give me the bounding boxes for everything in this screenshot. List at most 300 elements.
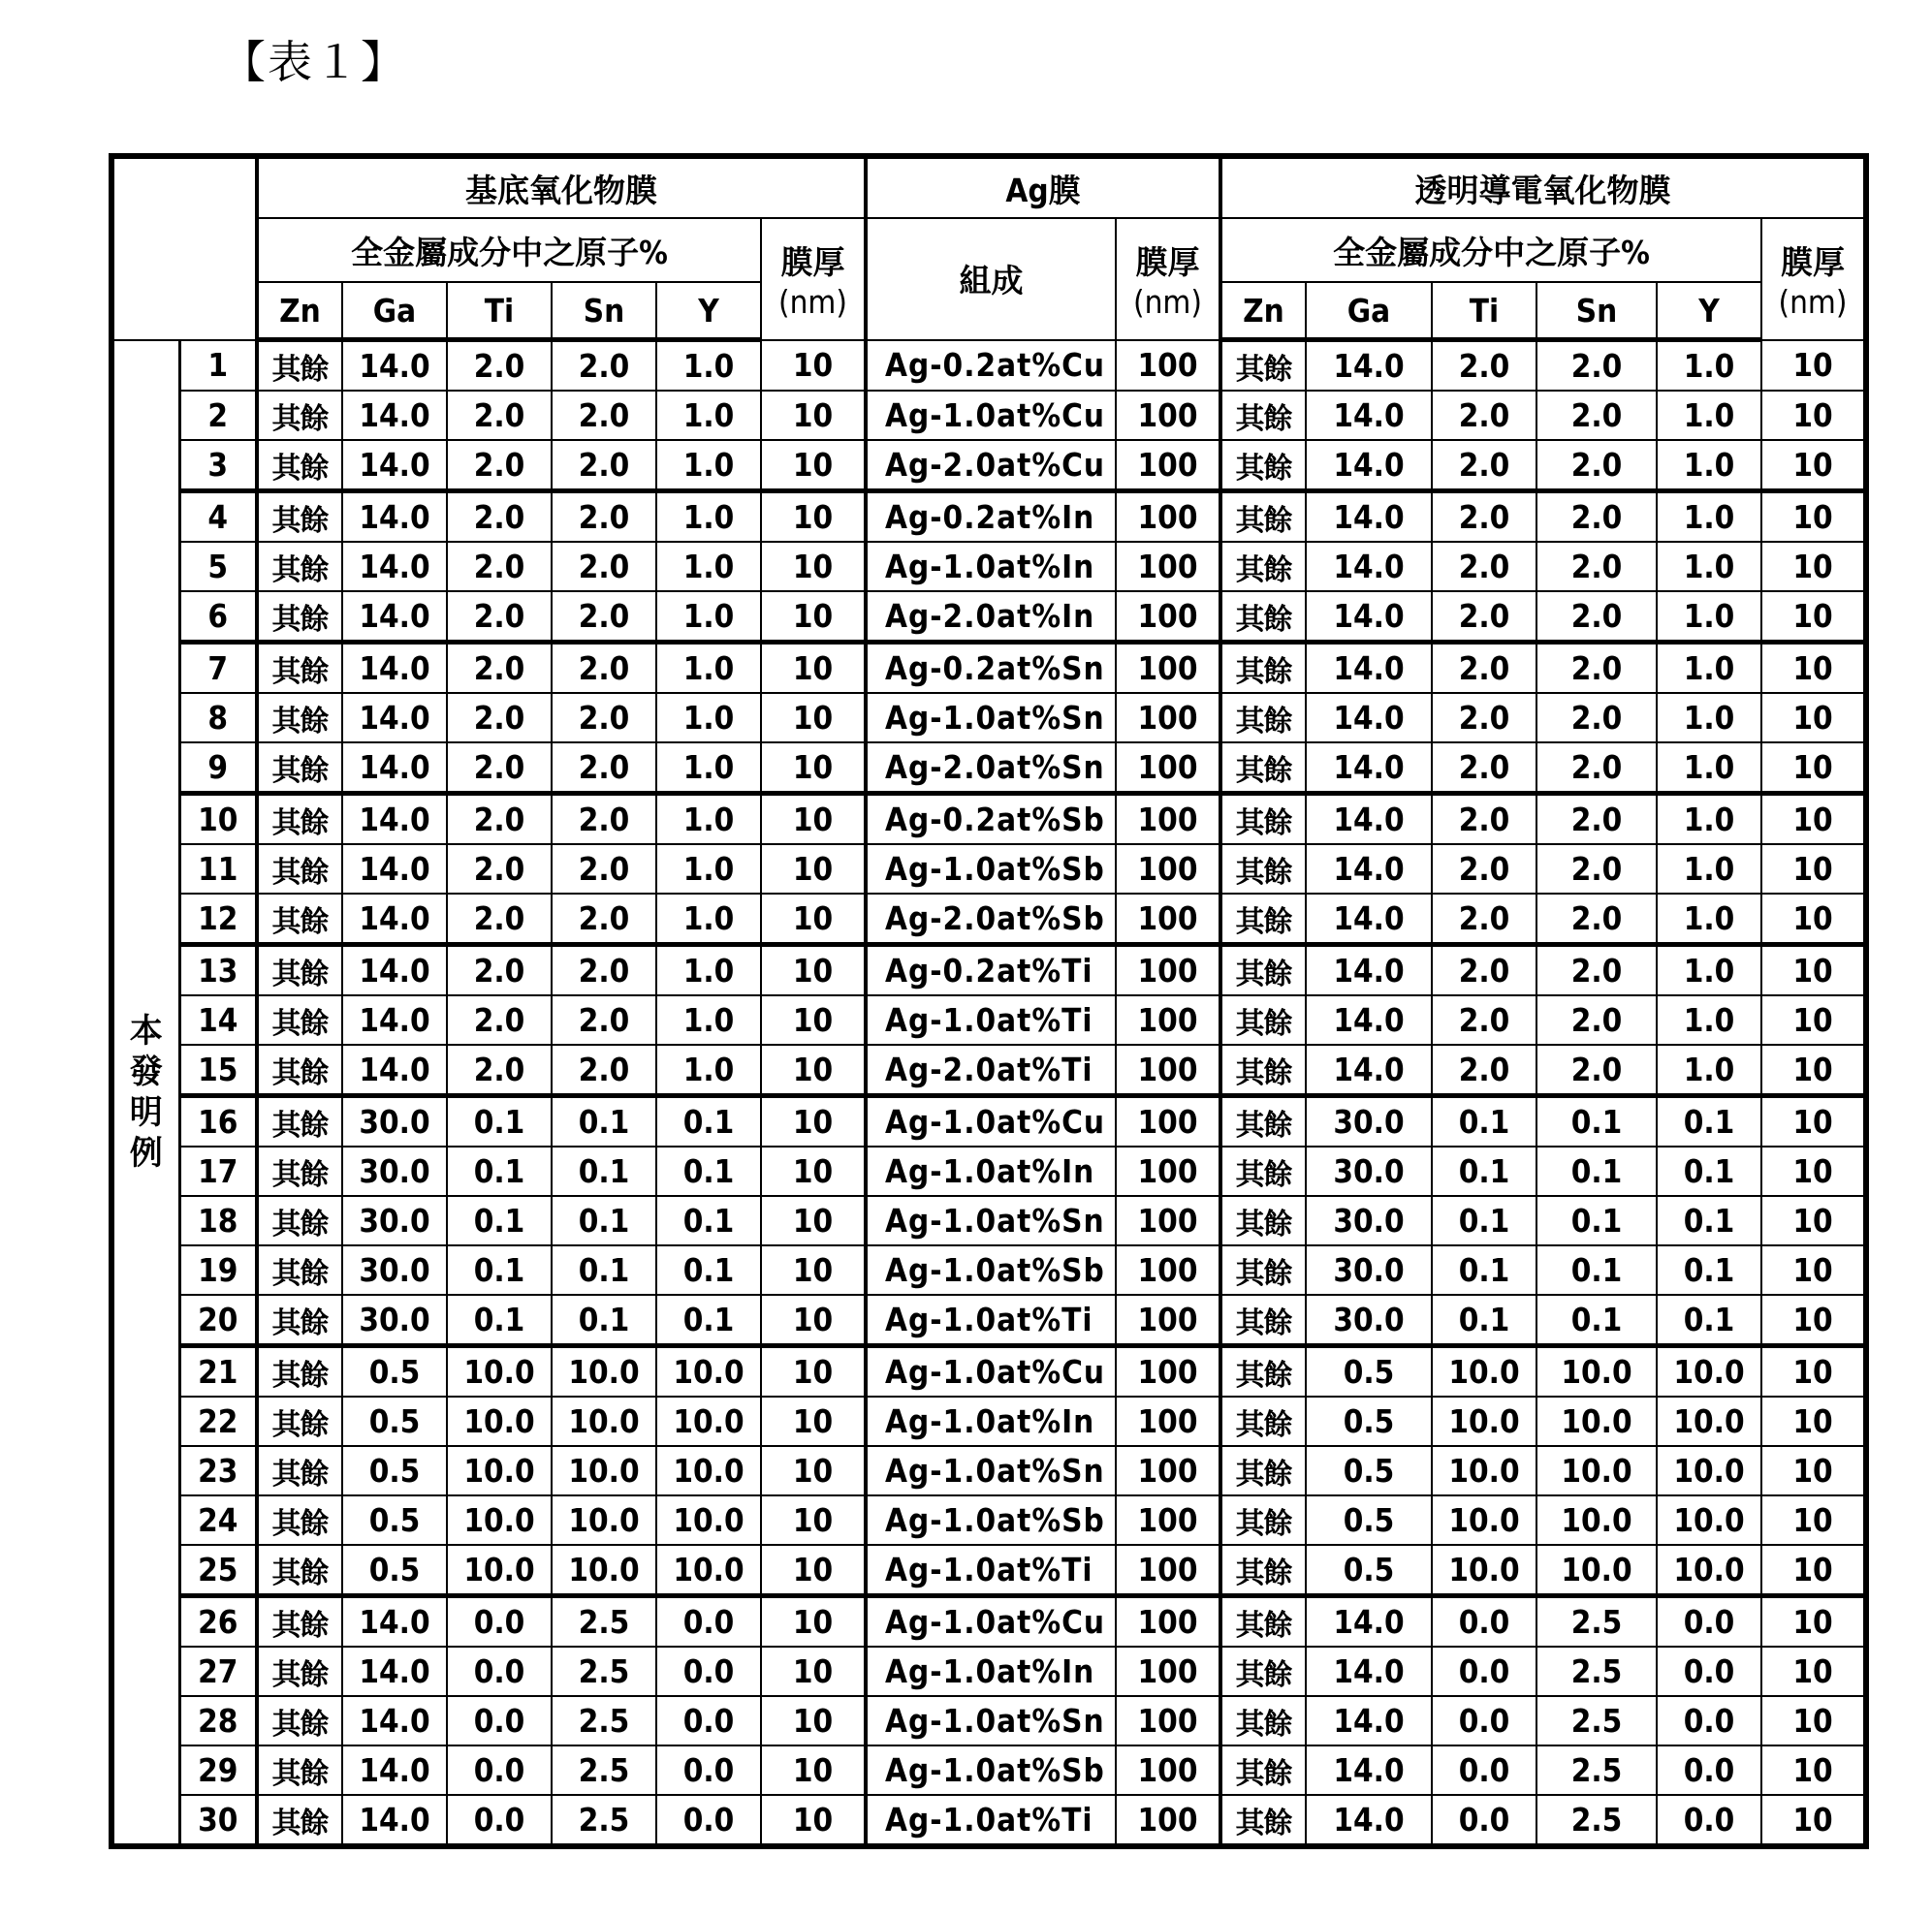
base-thickness-cell: 10 xyxy=(761,1647,866,1696)
base-y-cell: 1.0 xyxy=(656,693,761,742)
tco-thickness-cell: 10 xyxy=(1761,844,1866,894)
ag-thickness-cell: 100 xyxy=(1116,1346,1220,1398)
table-row xyxy=(111,894,1866,945)
thickness-unit: (nm) xyxy=(1778,282,1848,321)
tco-ti-cell: 2.0 xyxy=(1432,542,1536,591)
ag-composition-cell: Ag-1.0at%In xyxy=(866,542,1116,591)
example-number: 29 xyxy=(179,1745,257,1795)
ag-thickness-cell: 100 xyxy=(1116,995,1220,1045)
example-number: 12 xyxy=(179,894,257,945)
base-ga-cell: 14.0 xyxy=(342,440,447,491)
tco-sn-cell: 2.0 xyxy=(1536,591,1657,643)
tco-zn-cell: 其餘 xyxy=(1220,693,1306,742)
tco-ga-cell: 14.0 xyxy=(1306,995,1432,1045)
tco-thickness-cell: 10 xyxy=(1761,1045,1866,1096)
tco-y-cell: 10.0 xyxy=(1657,1545,1761,1596)
example-number: 28 xyxy=(179,1696,257,1745)
tco-zn-cell: 其餘 xyxy=(1220,742,1306,794)
tco-ti-cell: 10.0 xyxy=(1432,1397,1536,1446)
table-row xyxy=(111,340,1866,392)
tco-y-cell: 1.0 xyxy=(1657,591,1761,643)
base-ti-cell: 0.1 xyxy=(447,1196,552,1245)
table-row xyxy=(111,1147,1866,1196)
base-sn-cell: 2.5 xyxy=(552,1795,656,1846)
ag-composition-cell: Ag-0.2at%Sn xyxy=(866,643,1116,694)
base-y-cell: 0.0 xyxy=(656,1745,761,1795)
ag-composition-cell: Ag-1.0at%Cu xyxy=(866,1096,1116,1148)
ag-composition-cell: Ag-0.2at%In xyxy=(866,491,1116,543)
ag-thickness-cell: 100 xyxy=(1116,1446,1220,1495)
header-ag-film: Ag膜 xyxy=(866,156,1220,218)
base-ti-cell: 0.1 xyxy=(447,1147,552,1196)
base-thickness-cell: 10 xyxy=(761,995,866,1045)
tco-sn-cell: 2.0 xyxy=(1536,491,1657,543)
base-zn-cell: 其餘 xyxy=(257,1397,342,1446)
example-number: 23 xyxy=(179,1446,257,1495)
table-caption: 【表１】 xyxy=(221,36,407,88)
base-y-cell: 0.1 xyxy=(656,1295,761,1346)
base-zn-cell: 其餘 xyxy=(257,1696,342,1745)
tco-ti-cell: 0.0 xyxy=(1432,1647,1536,1696)
side-label-invention-examples xyxy=(111,340,179,1847)
example-number: 30 xyxy=(179,1795,257,1846)
ag-composition-cell: Ag-0.2at%Ti xyxy=(866,945,1116,996)
base-zn-cell: 其餘 xyxy=(257,1545,342,1596)
header-base-ti: Ti xyxy=(447,282,552,340)
table-row xyxy=(111,1647,1866,1696)
ag-thickness-cell: 100 xyxy=(1116,1245,1220,1295)
example-number: 10 xyxy=(179,794,257,845)
base-sn-cell: 2.0 xyxy=(552,542,656,591)
base-y-cell: 0.1 xyxy=(656,1147,761,1196)
base-y-cell: 1.0 xyxy=(656,742,761,794)
tco-ga-cell: 0.5 xyxy=(1306,1545,1432,1596)
tco-ti-cell: 2.0 xyxy=(1432,794,1536,845)
base-ga-cell: 0.5 xyxy=(342,1397,447,1446)
base-ti-cell: 2.0 xyxy=(447,693,552,742)
tco-ga-cell: 30.0 xyxy=(1306,1096,1432,1148)
tco-ga-cell: 14.0 xyxy=(1306,742,1432,794)
tco-sn-cell: 0.1 xyxy=(1536,1147,1657,1196)
base-sn-cell: 2.0 xyxy=(552,391,656,440)
tco-ga-cell: 14.0 xyxy=(1306,591,1432,643)
tco-zn-cell: 其餘 xyxy=(1220,1045,1306,1096)
base-ti-cell: 0.1 xyxy=(447,1096,552,1148)
ag-composition-cell: Ag-1.0at%In xyxy=(866,1147,1116,1196)
ag-composition-cell: Ag-1.0at%In xyxy=(866,1397,1116,1446)
tco-y-cell: 0.1 xyxy=(1657,1295,1761,1346)
tco-ga-cell: 30.0 xyxy=(1306,1245,1432,1295)
table-row xyxy=(111,693,1866,742)
header-tco-ga: Ga xyxy=(1306,282,1432,340)
tco-ga-cell: 30.0 xyxy=(1306,1147,1432,1196)
base-y-cell: 1.0 xyxy=(656,995,761,1045)
table-row xyxy=(111,643,1866,694)
ag-composition-cell: Ag-2.0at%Cu xyxy=(866,440,1116,491)
tco-sn-cell: 2.0 xyxy=(1536,894,1657,945)
ag-thickness-cell: 100 xyxy=(1116,542,1220,591)
tco-sn-cell: 0.1 xyxy=(1536,1245,1657,1295)
ag-composition-cell: Ag-2.0at%Sn xyxy=(866,742,1116,794)
base-sn-cell: 2.0 xyxy=(552,1045,656,1096)
tco-y-cell: 1.0 xyxy=(1657,742,1761,794)
tco-thickness-cell: 10 xyxy=(1761,1696,1866,1745)
table-row xyxy=(111,945,1866,996)
tco-zn-cell: 其餘 xyxy=(1220,440,1306,491)
tco-y-cell: 1.0 xyxy=(1657,894,1761,945)
tco-ga-cell: 14.0 xyxy=(1306,440,1432,491)
tco-ti-cell: 0.0 xyxy=(1432,1596,1536,1648)
tco-zn-cell: 其餘 xyxy=(1220,643,1306,694)
base-zn-cell: 其餘 xyxy=(257,491,342,543)
ag-thickness-cell: 100 xyxy=(1116,1545,1220,1596)
base-y-cell: 1.0 xyxy=(656,844,761,894)
ag-composition-cell: Ag-1.0at%Ti xyxy=(866,1545,1116,1596)
tco-sn-cell: 2.5 xyxy=(1536,1647,1657,1696)
ag-thickness-cell: 100 xyxy=(1116,1196,1220,1245)
ag-composition-cell: Ag-1.0at%Ti xyxy=(866,1295,1116,1346)
header-base-ga: Ga xyxy=(342,282,447,340)
example-number: 9 xyxy=(179,742,257,794)
tco-y-cell: 0.0 xyxy=(1657,1696,1761,1745)
base-ga-cell: 14.0 xyxy=(342,491,447,543)
base-sn-cell: 2.0 xyxy=(552,945,656,996)
tco-sn-cell: 2.0 xyxy=(1536,440,1657,491)
base-y-cell: 1.0 xyxy=(656,591,761,643)
base-thickness-cell: 10 xyxy=(761,440,866,491)
ag-thickness-cell: 100 xyxy=(1116,1696,1220,1745)
base-ti-cell: 10.0 xyxy=(447,1346,552,1398)
ag-thickness-cell: 100 xyxy=(1116,742,1220,794)
base-thickness-cell: 10 xyxy=(761,491,866,543)
tco-ti-cell: 0.1 xyxy=(1432,1096,1536,1148)
tco-ga-cell: 0.5 xyxy=(1306,1397,1432,1446)
table-row xyxy=(111,1045,1866,1096)
base-ti-cell: 0.0 xyxy=(447,1596,552,1648)
base-zn-cell: 其餘 xyxy=(257,542,342,591)
tco-y-cell: 0.1 xyxy=(1657,1147,1761,1196)
base-sn-cell: 2.0 xyxy=(552,742,656,794)
tco-y-cell: 10.0 xyxy=(1657,1446,1761,1495)
base-y-cell: 0.1 xyxy=(656,1096,761,1148)
ag-thickness-cell: 100 xyxy=(1116,1397,1220,1446)
table-row xyxy=(111,1446,1866,1495)
tco-thickness-cell: 10 xyxy=(1761,1745,1866,1795)
side-label-char: 例 xyxy=(129,1133,163,1173)
base-ga-cell: 30.0 xyxy=(342,1295,447,1346)
tco-y-cell: 1.0 xyxy=(1657,491,1761,543)
base-sn-cell: 10.0 xyxy=(552,1446,656,1495)
base-sn-cell: 2.5 xyxy=(552,1647,656,1696)
base-zn-cell: 其餘 xyxy=(257,894,342,945)
tco-ga-cell: 14.0 xyxy=(1306,844,1432,894)
example-number: 27 xyxy=(179,1647,257,1696)
table-row xyxy=(111,1295,1866,1346)
base-y-cell: 0.0 xyxy=(656,1596,761,1648)
ag-composition-cell: Ag-1.0at%Ti xyxy=(866,995,1116,1045)
tco-sn-cell: 2.0 xyxy=(1536,693,1657,742)
tco-thickness-cell: 10 xyxy=(1761,1647,1866,1696)
table-row xyxy=(111,794,1866,845)
tco-ga-cell: 14.0 xyxy=(1306,794,1432,845)
tco-y-cell: 0.0 xyxy=(1657,1647,1761,1696)
base-ti-cell: 0.1 xyxy=(447,1295,552,1346)
example-number: 18 xyxy=(179,1196,257,1245)
base-sn-cell: 2.5 xyxy=(552,1596,656,1648)
table-row xyxy=(111,1745,1866,1795)
tco-y-cell: 1.0 xyxy=(1657,995,1761,1045)
example-number: 16 xyxy=(179,1096,257,1148)
base-ga-cell: 14.0 xyxy=(342,1745,447,1795)
tco-zn-cell: 其餘 xyxy=(1220,340,1306,392)
base-ti-cell: 0.0 xyxy=(447,1647,552,1696)
example-number: 24 xyxy=(179,1495,257,1545)
table-row xyxy=(111,1696,1866,1745)
ag-thickness-cell: 100 xyxy=(1116,945,1220,996)
base-thickness-cell: 10 xyxy=(761,391,866,440)
tco-y-cell: 0.1 xyxy=(1657,1245,1761,1295)
ag-composition-cell: Ag-0.2at%Sb xyxy=(866,794,1116,845)
base-zn-cell: 其餘 xyxy=(257,995,342,1045)
ag-composition-cell: Ag-2.0at%In xyxy=(866,591,1116,643)
base-thickness-cell: 10 xyxy=(761,1596,866,1648)
base-y-cell: 10.0 xyxy=(656,1346,761,1398)
base-sn-cell: 2.0 xyxy=(552,643,656,694)
tco-y-cell: 10.0 xyxy=(1657,1397,1761,1446)
tco-zn-cell: 其餘 xyxy=(1220,995,1306,1045)
ag-composition-cell: Ag-1.0at%Cu xyxy=(866,1596,1116,1648)
tco-thickness-cell: 10 xyxy=(1761,1397,1866,1446)
ag-thickness-cell: 100 xyxy=(1116,794,1220,845)
base-ti-cell: 2.0 xyxy=(447,945,552,996)
header-tco-atomic-percent: 全金屬成分中之原子% xyxy=(1220,218,1761,282)
tco-y-cell: 0.1 xyxy=(1657,1196,1761,1245)
tco-sn-cell: 2.0 xyxy=(1536,542,1657,591)
tco-sn-cell: 2.5 xyxy=(1536,1745,1657,1795)
tco-ti-cell: 2.0 xyxy=(1432,391,1536,440)
base-y-cell: 0.0 xyxy=(656,1696,761,1745)
tco-ti-cell: 2.0 xyxy=(1432,945,1536,996)
tco-ti-cell: 2.0 xyxy=(1432,844,1536,894)
header-tco-thickness xyxy=(1761,218,1866,340)
base-ti-cell: 2.0 xyxy=(447,643,552,694)
tco-y-cell: 1.0 xyxy=(1657,643,1761,694)
example-number: 14 xyxy=(179,995,257,1045)
tco-y-cell: 1.0 xyxy=(1657,542,1761,591)
base-zn-cell: 其餘 xyxy=(257,1147,342,1196)
base-y-cell: 1.0 xyxy=(656,491,761,543)
base-ga-cell: 14.0 xyxy=(342,643,447,694)
table-row xyxy=(111,1346,1866,1398)
base-zn-cell: 其餘 xyxy=(257,1745,342,1795)
tco-ga-cell: 0.5 xyxy=(1306,1495,1432,1545)
base-ga-cell: 14.0 xyxy=(342,1045,447,1096)
header-tco-film: 透明導電氧化物膜 xyxy=(1220,156,1866,218)
example-number: 20 xyxy=(179,1295,257,1346)
base-y-cell: 1.0 xyxy=(656,1045,761,1096)
tco-y-cell: 1.0 xyxy=(1657,440,1761,491)
tco-thickness-cell: 10 xyxy=(1761,1147,1866,1196)
tco-sn-cell: 10.0 xyxy=(1536,1346,1657,1398)
base-ga-cell: 14.0 xyxy=(342,1647,447,1696)
base-zn-cell: 其餘 xyxy=(257,1647,342,1696)
base-thickness-cell: 10 xyxy=(761,1096,866,1148)
table-row xyxy=(111,440,1866,491)
tco-ga-cell: 30.0 xyxy=(1306,1196,1432,1245)
base-thickness-cell: 10 xyxy=(761,1545,866,1596)
tco-ti-cell: 0.1 xyxy=(1432,1245,1536,1295)
base-y-cell: 1.0 xyxy=(656,440,761,491)
tco-ga-cell: 14.0 xyxy=(1306,1647,1432,1696)
tco-ga-cell: 14.0 xyxy=(1306,1795,1432,1846)
ag-thickness-cell: 100 xyxy=(1116,1795,1220,1846)
tco-sn-cell: 2.0 xyxy=(1536,945,1657,996)
base-sn-cell: 0.1 xyxy=(552,1147,656,1196)
base-sn-cell: 0.1 xyxy=(552,1196,656,1245)
tco-ti-cell: 2.0 xyxy=(1432,340,1536,392)
table-row xyxy=(111,995,1866,1045)
base-y-cell: 1.0 xyxy=(656,340,761,392)
base-ga-cell: 14.0 xyxy=(342,1696,447,1745)
header-base-oxide: 基底氧化物膜 xyxy=(257,156,866,218)
ag-thickness-cell: 100 xyxy=(1116,1096,1220,1148)
ag-composition-cell: Ag-1.0at%Ti xyxy=(866,1795,1116,1846)
base-zn-cell: 其餘 xyxy=(257,1196,342,1245)
base-zn-cell: 其餘 xyxy=(257,1795,342,1846)
base-ti-cell: 2.0 xyxy=(447,995,552,1045)
tco-ti-cell: 2.0 xyxy=(1432,995,1536,1045)
base-zn-cell: 其餘 xyxy=(257,1596,342,1648)
tco-thickness-cell: 10 xyxy=(1761,1446,1866,1495)
tco-thickness-cell: 10 xyxy=(1761,1545,1866,1596)
tco-ti-cell: 2.0 xyxy=(1432,742,1536,794)
tco-y-cell: 1.0 xyxy=(1657,945,1761,996)
table-row xyxy=(111,1545,1866,1596)
tco-thickness-cell: 10 xyxy=(1761,1295,1866,1346)
base-zn-cell: 其餘 xyxy=(257,742,342,794)
tco-thickness-cell: 10 xyxy=(1761,391,1866,440)
tco-ga-cell: 14.0 xyxy=(1306,693,1432,742)
ag-thickness-cell: 100 xyxy=(1116,391,1220,440)
tco-sn-cell: 2.5 xyxy=(1536,1696,1657,1745)
tco-zn-cell: 其餘 xyxy=(1220,1745,1306,1795)
ag-thickness-cell: 100 xyxy=(1116,440,1220,491)
example-number: 4 xyxy=(179,491,257,543)
base-ga-cell: 14.0 xyxy=(342,591,447,643)
tco-thickness-cell: 10 xyxy=(1761,591,1866,643)
tco-zn-cell: 其餘 xyxy=(1220,1147,1306,1196)
tco-thickness-cell: 10 xyxy=(1761,1495,1866,1545)
base-thickness-cell: 10 xyxy=(761,894,866,945)
tco-ti-cell: 2.0 xyxy=(1432,693,1536,742)
ag-thickness-cell: 100 xyxy=(1116,1147,1220,1196)
ag-composition-cell: Ag-1.0at%Sb xyxy=(866,1745,1116,1795)
base-sn-cell: 2.0 xyxy=(552,794,656,845)
tco-thickness-cell: 10 xyxy=(1761,894,1866,945)
tco-y-cell: 0.1 xyxy=(1657,1096,1761,1148)
tco-ga-cell: 14.0 xyxy=(1306,1745,1432,1795)
base-zn-cell: 其餘 xyxy=(257,591,342,643)
base-ti-cell: 2.0 xyxy=(447,542,552,591)
tco-y-cell: 1.0 xyxy=(1657,391,1761,440)
base-y-cell: 10.0 xyxy=(656,1397,761,1446)
base-zn-cell: 其餘 xyxy=(257,440,342,491)
base-zn-cell: 其餘 xyxy=(257,1245,342,1295)
base-zn-cell: 其餘 xyxy=(257,794,342,845)
ag-composition-cell: Ag-1.0at%Sb xyxy=(866,1245,1116,1295)
example-number: 21 xyxy=(179,1346,257,1398)
tco-thickness-cell: 10 xyxy=(1761,340,1866,392)
side-label-char: 明 xyxy=(129,1092,163,1132)
tco-ga-cell: 14.0 xyxy=(1306,340,1432,392)
tco-ti-cell: 10.0 xyxy=(1432,1495,1536,1545)
base-thickness-cell: 10 xyxy=(761,794,866,845)
tco-thickness-cell: 10 xyxy=(1761,693,1866,742)
thickness-label: 膜厚 xyxy=(1135,242,1200,281)
tco-zn-cell: 其餘 xyxy=(1220,591,1306,643)
tco-sn-cell: 2.0 xyxy=(1536,391,1657,440)
ag-thickness-cell: 100 xyxy=(1116,1745,1220,1795)
base-ga-cell: 14.0 xyxy=(342,1596,447,1648)
header-base-atomic-percent: 全金屬成分中之原子% xyxy=(257,218,761,282)
base-thickness-cell: 10 xyxy=(761,340,866,392)
base-y-cell: 1.0 xyxy=(656,894,761,945)
tco-ti-cell: 2.0 xyxy=(1432,440,1536,491)
tco-ga-cell: 14.0 xyxy=(1306,1696,1432,1745)
base-sn-cell: 10.0 xyxy=(552,1397,656,1446)
base-thickness-cell: 10 xyxy=(761,945,866,996)
base-ti-cell: 10.0 xyxy=(447,1545,552,1596)
base-ti-cell: 2.0 xyxy=(447,844,552,894)
tco-ti-cell: 2.0 xyxy=(1432,1045,1536,1096)
ag-composition-cell: Ag-1.0at%Sn xyxy=(866,693,1116,742)
tco-sn-cell: 2.0 xyxy=(1536,643,1657,694)
tco-y-cell: 10.0 xyxy=(1657,1346,1761,1398)
tco-ga-cell: 0.5 xyxy=(1306,1446,1432,1495)
base-ga-cell: 14.0 xyxy=(342,794,447,845)
tco-ti-cell: 2.0 xyxy=(1432,491,1536,543)
tco-thickness-cell: 10 xyxy=(1761,643,1866,694)
example-number: 5 xyxy=(179,542,257,591)
base-thickness-cell: 10 xyxy=(761,1745,866,1795)
base-ga-cell: 30.0 xyxy=(342,1147,447,1196)
tco-zn-cell: 其餘 xyxy=(1220,844,1306,894)
base-ga-cell: 14.0 xyxy=(342,995,447,1045)
ag-composition-cell: Ag-0.2at%Cu xyxy=(866,340,1116,392)
base-y-cell: 1.0 xyxy=(656,643,761,694)
example-number: 19 xyxy=(179,1245,257,1295)
tco-thickness-cell: 10 xyxy=(1761,1346,1866,1398)
tco-thickness-cell: 10 xyxy=(1761,945,1866,996)
tco-y-cell: 1.0 xyxy=(1657,1045,1761,1096)
tco-ti-cell: 0.1 xyxy=(1432,1295,1536,1346)
base-y-cell: 0.0 xyxy=(656,1795,761,1846)
tco-ti-cell: 2.0 xyxy=(1432,894,1536,945)
base-sn-cell: 2.5 xyxy=(552,1696,656,1745)
ag-composition-cell: Ag-1.0at%Cu xyxy=(866,391,1116,440)
base-ti-cell: 2.0 xyxy=(447,894,552,945)
ag-composition-cell: Ag-1.0at%Sb xyxy=(866,1495,1116,1545)
tco-zn-cell: 其餘 xyxy=(1220,391,1306,440)
tco-sn-cell: 10.0 xyxy=(1536,1495,1657,1545)
base-sn-cell: 0.1 xyxy=(552,1096,656,1148)
tco-zn-cell: 其餘 xyxy=(1220,1196,1306,1245)
header-ag-thickness xyxy=(1116,218,1220,340)
header-tco-y: Y xyxy=(1657,282,1761,340)
tco-zn-cell: 其餘 xyxy=(1220,1647,1306,1696)
table-row xyxy=(111,1495,1866,1545)
side-label-char: 本 xyxy=(129,1011,163,1051)
